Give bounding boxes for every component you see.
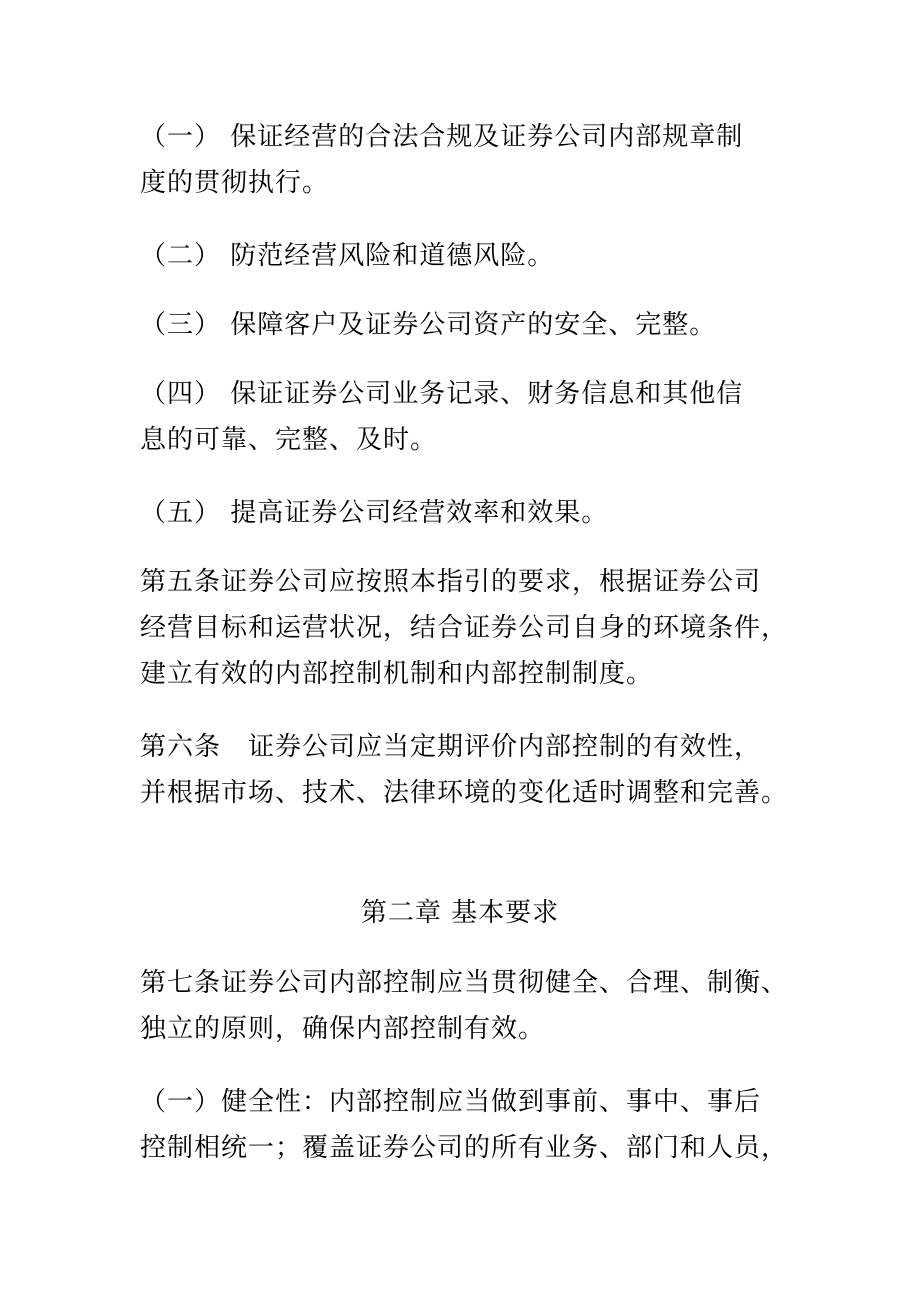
text-line: 息的可靠、完整、及时。 <box>140 425 438 455</box>
text-line: 经营目标和运营状况，结合证券公司自身的环境条件， <box>140 613 789 643</box>
clause-item-1 <box>140 114 810 206</box>
article-6 <box>140 724 810 816</box>
clause-item-completeness <box>140 1079 810 1171</box>
text-line: 第七条证券公司内部控制应当贯彻健全、合理、制衡、 <box>140 968 789 998</box>
text-line: 独立的原则，确保内部控制有效。 <box>140 1014 546 1044</box>
text-line: 第六条 证券公司应当定期评价内部控制的有效性， <box>140 732 762 762</box>
text-line: 度的贯彻执行。 <box>140 168 330 198</box>
text-line: （二） 防范经营风险和道德风险。 <box>140 241 555 271</box>
text-line: 第五条证券公司应按照本指引的要求，根据证券公司 <box>140 567 762 597</box>
article-7 <box>140 960 810 1052</box>
clause-item-3 <box>140 302 810 348</box>
clause-item-5 <box>140 490 810 536</box>
clause-item-4 <box>140 371 810 463</box>
text-line: （一）健全性：内部控制应当做到事前、事中、事后 <box>140 1087 762 1117</box>
text-line: （三） 保障客户及证券公司资产的安全、完整。 <box>140 310 717 340</box>
text-line: （四） 保证证券公司业务记录、财务信息和其他信 <box>140 379 744 409</box>
text-line: （五） 提高证券公司经营效率和效果。 <box>140 498 609 528</box>
text-line: 控制相统一；覆盖证券公司的所有业务、部门和人员， <box>140 1133 789 1163</box>
text-line: （一） 保证经营的合法合规及证券公司内部规章制 <box>140 122 744 152</box>
text-line: 建立有效的内部控制机制和内部控制制度。 <box>140 659 654 689</box>
clause-item-2 <box>140 233 810 279</box>
chapter-heading: 第二章 基本要求 <box>360 898 560 928</box>
text-line: 并根据市场、技术、法律环境的变化适时调整和完善。 <box>140 778 789 808</box>
article-5 <box>140 559 810 697</box>
